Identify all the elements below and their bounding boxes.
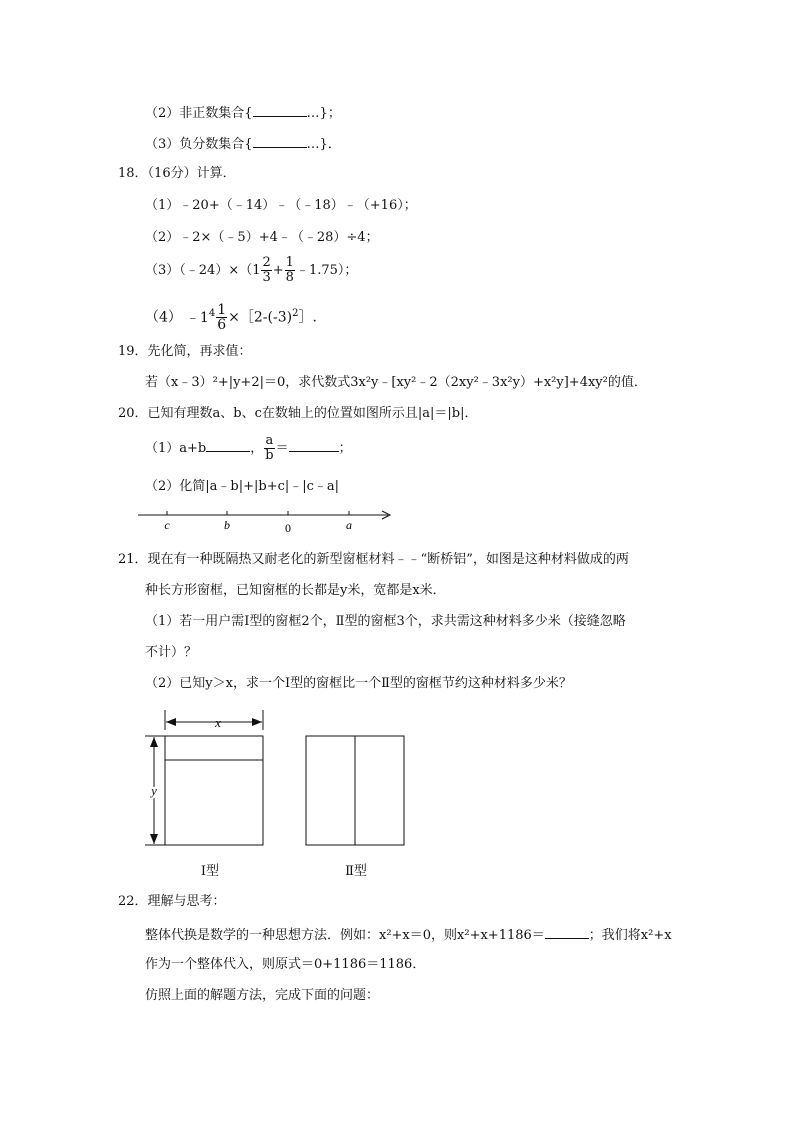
fraction-1-6: $\frac{1}{6}$ [217,302,227,334]
q21-part1: （1）若一用户需Ⅰ型的窗框2个，Ⅱ型的窗框3个，求共需这种材料多少米（接缝忽略 [145,614,626,629]
q21-line2: 种长方形窗框，已知窗框的长都是y米，宽都是x米． [145,583,446,598]
y-label: y [151,783,157,798]
q20-part1: （1）a+b ， $\frac{a}{b}$ ＝ ； [145,433,352,463]
q22-line2: 作为一个整体代入，则原式＝0+1186＝1186． [145,957,426,972]
window-frames-figure [140,705,420,885]
q19-title: 19．先化简，再求值： [118,344,252,359]
q18-part3: （3）（﹣24）×（1 $\frac{2}{3}$ + $\frac{1}{8}$ ﹣1.75）； [145,255,358,285]
q21-line1: 21．现在有一种既隔热又耐老化的新型窗框材料﹣﹣“断桥铝”，如图是这种材料做成的两 [118,552,629,567]
answer-blank[interactable] [206,437,250,452]
fraction-a-b: $\frac{a}{b}$ [265,433,274,463]
label-b: b [224,518,230,532]
x-label: x [215,715,221,730]
q21-part1-cont: 不计）？ [145,645,198,660]
q18-part4: （4） $﹣1^4$ $\frac{1}{6}$ $\times[2-(-3)^2]$. [145,302,317,334]
q18-part2: （2）﹣2×（﹣5）+4﹣（﹣28）÷4； [145,230,379,245]
label-c: c [164,518,170,532]
type1-label: Ⅰ型 [200,863,220,878]
q20-title: 20．已知有理数a、b、c在数轴上的位置如图所示且|a|＝|b|． [118,406,478,421]
q20-part2: （2）化简|a﹣b|+|b+c|﹣|c﹣a| [145,479,340,494]
fraction-2-3: $\frac{2}{3}$ [262,255,271,285]
label-a: a [346,518,352,532]
q18-part1: （1）﹣20+（﹣14）﹣（﹣18）﹣（+16）； [145,198,417,213]
number-line [130,503,400,539]
answer-blank[interactable] [253,133,307,148]
type1-frame [165,736,263,845]
fraction-1-8: $\frac{1}{8}$ [285,255,294,285]
q22-line3: 仿照上面的解题方法，完成下面的问题： [145,988,380,1003]
label-zero: 0 [285,521,291,535]
set-negative-fraction: （3）负分数集合{ …}． [145,133,341,155]
answer-blank[interactable] [545,924,589,939]
answer-blank[interactable] [289,437,339,452]
q21-part2: （2）已知y＞x，求一个Ⅰ型的窗框比一个Ⅱ型的窗框节约这种材料多少米？ [145,676,572,691]
set-nonpositive: （2）非正数集合{ …}； [145,102,341,124]
q18-title: 18．（16分）计算． [118,166,236,181]
q22-line1: 整体代换是数学的一种思想方法．例如：x²+x＝0，则x²+x+1186＝ ；我们将x²+x [145,924,672,946]
q19-body: 若（x﹣3）²+|y+2|＝0，求代数式3x²y﹣[xy²﹣2（2xy²﹣3x²y）+x²y]+4xy²的值． [145,375,647,390]
q22-title: 22．理解与思考： [118,894,226,909]
type2-label: Ⅱ型 [345,863,367,878]
answer-blank[interactable] [253,102,307,117]
